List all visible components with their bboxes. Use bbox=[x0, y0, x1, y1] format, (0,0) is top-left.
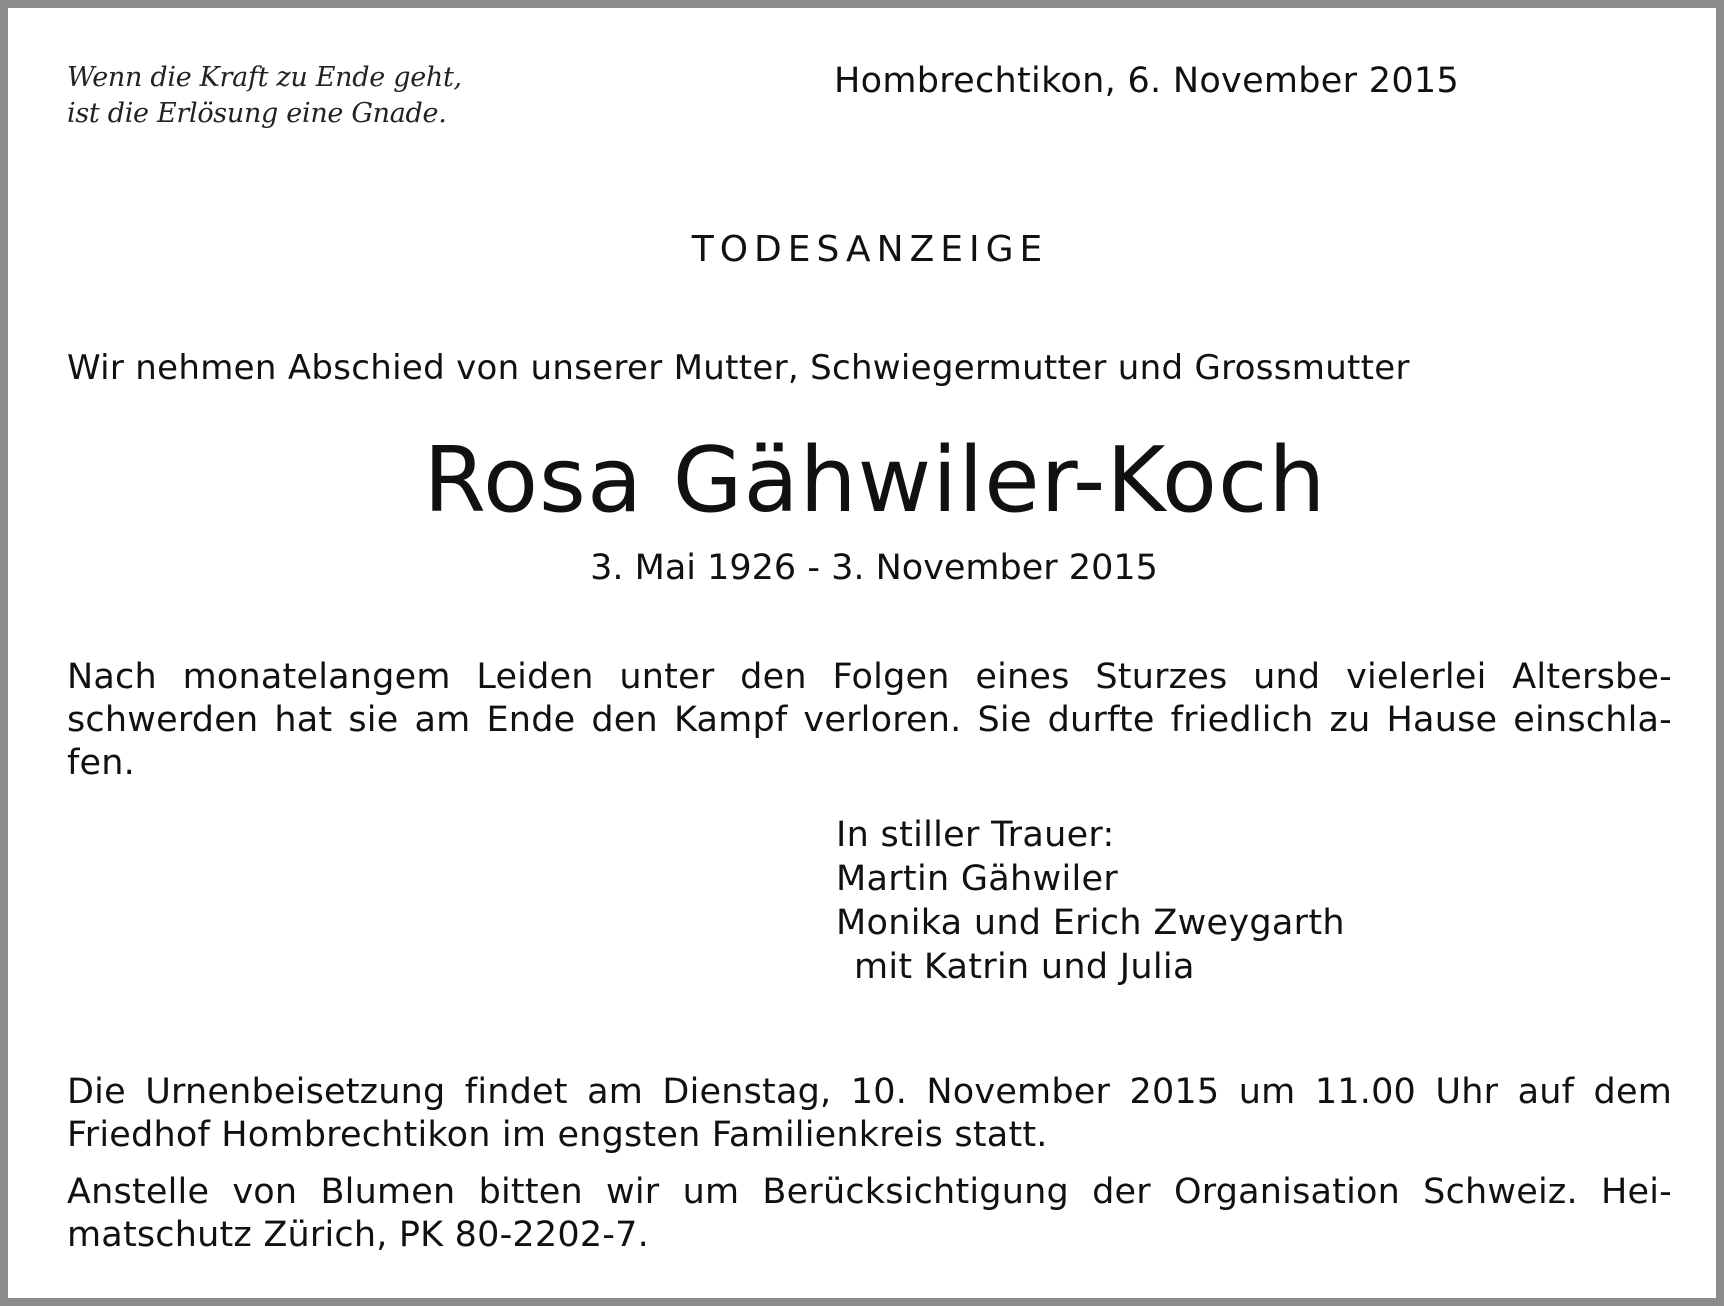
donation-paragraph bbox=[67, 1171, 1672, 1257]
burial-paragraph bbox=[67, 1071, 1672, 1157]
motto-line: Wenn die Kraft zu Ende geht, bbox=[67, 62, 462, 93]
paragraph-line: Die Urnenbeisetzung findet am Dienstag, 10. November 2015 um 11.00 Uhr auf dem bbox=[67, 1072, 1672, 1112]
motto-line: ist die Erlösung eine Gnade. bbox=[67, 98, 447, 129]
deceased-name: Rosa Gähwiler-Koch bbox=[423, 428, 1327, 533]
circumstances-paragraph bbox=[67, 656, 1672, 785]
place-date: Hombrechtikon, 6. November 2015 bbox=[834, 61, 1460, 101]
paragraph-line: Nach monatelangem Leiden unter den Folgen eines Sturzes und vielerlei Altersbe- bbox=[67, 657, 1672, 697]
life-dates: 3. Mai 1926 - 3. November 2015 bbox=[590, 548, 1158, 588]
mourner-name: Martin Gähwiler bbox=[836, 859, 1119, 899]
motto-quote bbox=[67, 60, 462, 132]
mourner-name: mit Katrin und Julia bbox=[854, 947, 1195, 987]
paragraph-line: schwerden hat sie am Ende den Kampf verloren. Sie durfte friedlich zu Hause einschla- bbox=[67, 700, 1672, 740]
paragraph-line: Anstelle von Blumen bitten wir um Berücksichtigung der Organisation Schweiz. Hei- bbox=[67, 1172, 1672, 1212]
notice-title: TODESANZEIGE bbox=[691, 229, 1049, 270]
paragraph-line: matschutz Zürich, PK 80-2202-7. bbox=[67, 1215, 649, 1255]
mourner-name: Monika und Erich Zweygarth bbox=[836, 903, 1345, 943]
mourners-heading: In stiller Trauer: bbox=[836, 815, 1115, 855]
mourners-block bbox=[836, 813, 1345, 989]
paragraph-line: Friedhof Hombrechtikon im engsten Familienkreis statt. bbox=[67, 1115, 1048, 1155]
intro-text: Wir nehmen Abschied von unserer Mutter, Schwiegermutter und Grossmutter bbox=[67, 348, 1410, 388]
paragraph-line: fen. bbox=[67, 743, 135, 783]
